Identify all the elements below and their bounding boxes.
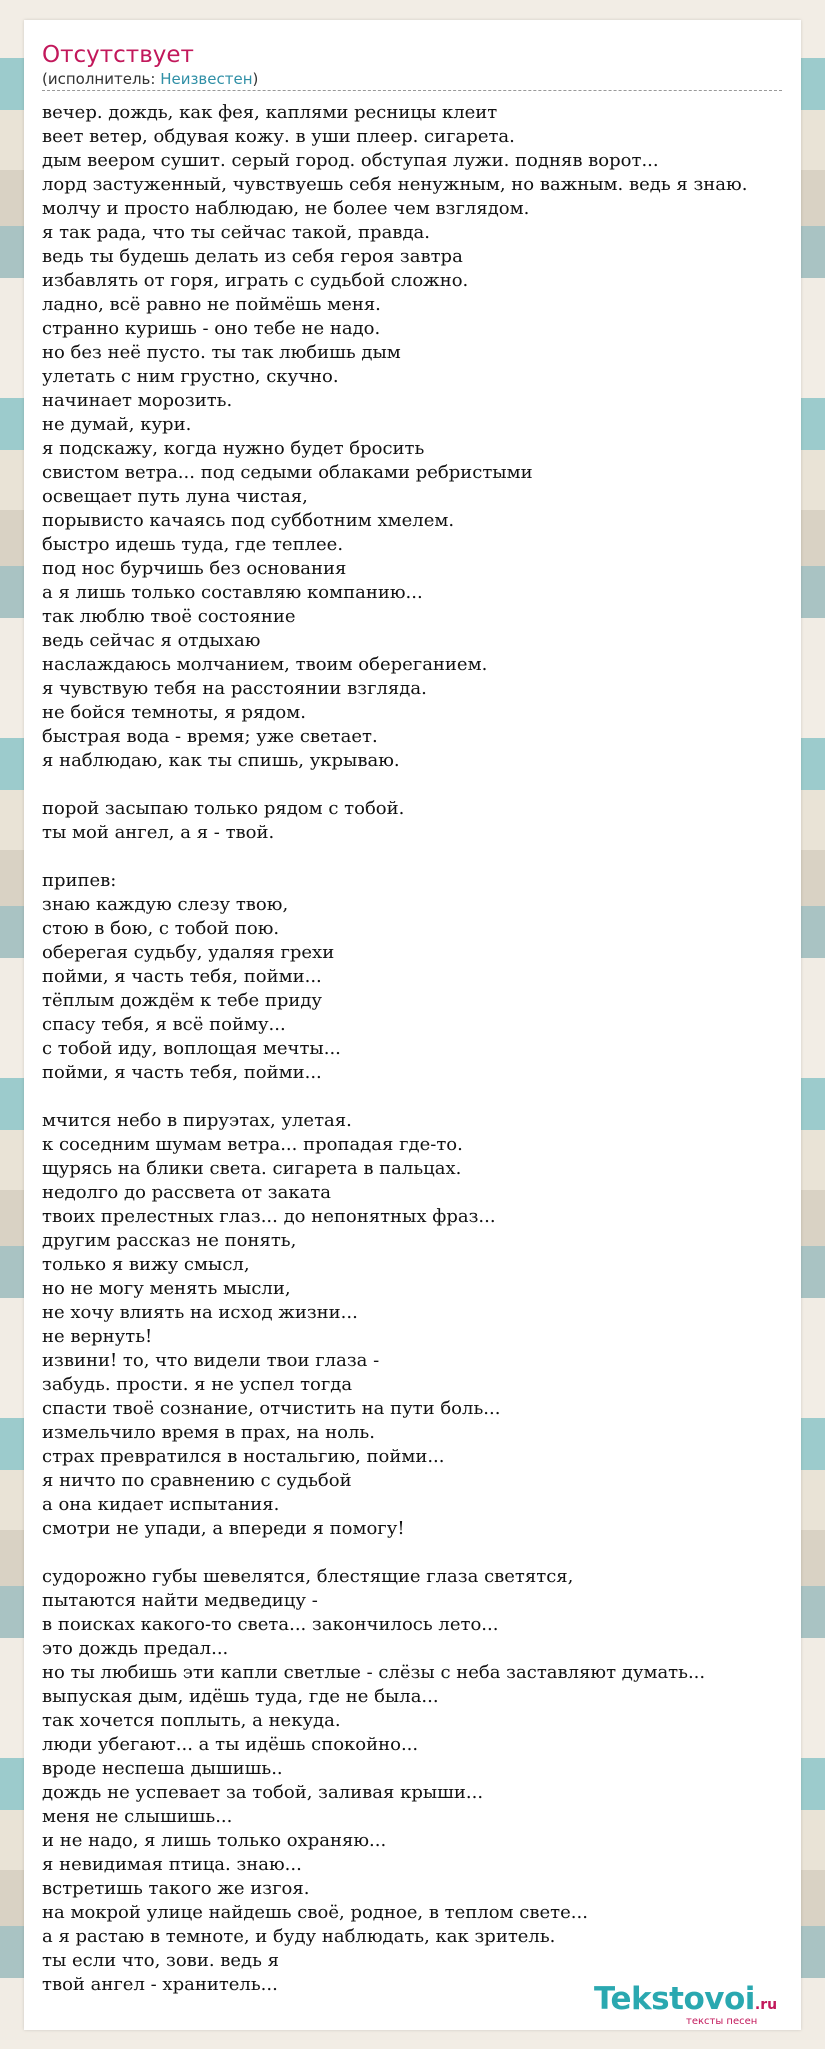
lyric-line: я невидимая птица. знаю... xyxy=(42,1854,302,1875)
lyric-line: я чувствую тебя на расстоянии взгляда. xyxy=(42,678,427,699)
lyric-line: ведь ты будешь делать из себя героя завтра xyxy=(42,246,463,267)
lyric-line: освещает путь луна чистая, xyxy=(42,486,308,507)
lyric-line: ладно, всё равно не поймёшь меня. xyxy=(42,294,381,315)
lyric-line: но ты любишь эти капли светлые - слёзы с неба заставляют думать... xyxy=(42,1662,706,1683)
lyric-line: твоих прелестных глаз... до непонятных фраз... xyxy=(42,1206,496,1227)
lyric-line: странно куришь - оно тебе не надо. xyxy=(42,318,381,339)
lyric-line: спасти твоё сознание, отчистить на пути боль... xyxy=(42,1398,501,1419)
lyric-line: ты если что, зови. ведь я xyxy=(42,1950,280,1971)
lyric-line: встретишь такого же изгоя. xyxy=(42,1878,310,1899)
lyric-line: свистом ветра... под седыми облаками ребристыми xyxy=(42,462,533,483)
lyric-line: начинает морозить. xyxy=(42,390,233,411)
lyric-line: я ничто по сравнению с судьбой xyxy=(42,1470,352,1491)
lyric-line: мчится небо в пируэтах, улетая. xyxy=(42,1110,352,1131)
lyric-line: улетать с ним грустно, скучно. xyxy=(42,366,339,387)
lyric-line: а она кидает испытания. xyxy=(42,1494,280,1515)
lyric-line: но не могу менять мысли, xyxy=(42,1278,291,1299)
logo-brand: Tekstovoi xyxy=(594,1981,755,2017)
lyric-line: пойми, я часть тебя, пойми... xyxy=(42,966,322,987)
lyric-line: стою в бою, с тобой пою. xyxy=(42,918,280,939)
lyric-line: судорожно губы шевелятся, блестящие глаза светятся, xyxy=(42,1566,574,1587)
lyric-line: забудь. прости. я не успел тогда xyxy=(42,1374,353,1395)
lyric-line: и не надо, я лишь только охраняю... xyxy=(42,1830,387,1851)
lyric-line: щурясь на блики света. сигарета в пальцах. xyxy=(42,1158,462,1179)
lyric-line: пытаются найти медведицу - xyxy=(42,1590,318,1611)
lyric-line: под нос бурчишь без основания xyxy=(42,558,347,579)
logo-tld: .ru xyxy=(754,1997,778,2013)
lyric-line: в поисках какого-то света... закончилось лето... xyxy=(42,1614,499,1635)
site-logo[interactable] xyxy=(594,1981,804,2027)
lyric-line: извини! то, что видели твои глаза - xyxy=(42,1350,380,1371)
lyric-line: припев: xyxy=(42,870,117,891)
stanza-break xyxy=(42,773,822,797)
lyric-line: твой ангел - хранитель... xyxy=(42,1974,278,1995)
stanza-break xyxy=(42,1541,822,1565)
lyric-line: смотри не упади, а впереди я помогу! xyxy=(42,1518,405,1539)
lyric-line: спасу тебя, я всё пойму... xyxy=(42,1014,286,1035)
lyric-line: так люблю твоё состояние xyxy=(42,606,296,627)
lyric-line: измельчило время в прах, на ноль. xyxy=(42,1422,375,1443)
lyric-line: порывисто качаясь под субботним хмелем. xyxy=(42,510,455,531)
lyric-line: страх превратился в ностальгию, пойми... xyxy=(42,1446,445,1467)
lyric-line: пойми, я часть тебя, пойми... xyxy=(42,1062,322,1083)
lyric-line: но без неё пусто. ты так любишь дым xyxy=(42,342,401,363)
lyric-line: это дождь предал... xyxy=(42,1638,229,1659)
lyric-line: дождь не успевает за тобой, заливая крыши... xyxy=(42,1782,484,1803)
lyric-line: быстро идешь туда, где теплее. xyxy=(42,534,344,555)
lyric-line: не вернуть! xyxy=(42,1326,153,1347)
song-title: Отсутствует xyxy=(42,42,194,68)
lyric-line: тёплым дождём к тебе приду xyxy=(42,990,323,1011)
lyric-line: меня не слышишь... xyxy=(42,1806,233,1827)
lyric-line: так хочется поплыть, а некуда. xyxy=(42,1710,341,1731)
stanza-break xyxy=(42,845,822,869)
lyric-line: знаю каждую слезу твою, xyxy=(42,894,289,915)
lyrics-text xyxy=(42,101,822,1997)
performer-line xyxy=(42,68,258,90)
lyric-line: ведь сейчас я отдыхаю xyxy=(42,630,261,651)
title-divider xyxy=(42,90,782,91)
lyric-line: другим рассказ не понять, xyxy=(42,1230,297,1251)
logo-tagline: тексты песен xyxy=(686,2016,758,2027)
lyric-line: недолго до рассвета от заката xyxy=(42,1182,331,1203)
lyric-line: вроде неспеша дышишь.. xyxy=(42,1758,283,1779)
performer-prefix: (исполнитель: xyxy=(42,70,161,88)
artist-link[interactable]: Неизвестен xyxy=(160,70,253,88)
stanza-break xyxy=(42,1085,822,1109)
lyric-line: с тобой иду, воплощая мечты... xyxy=(42,1038,341,1059)
lyric-line: не бойся темноты, я рядом. xyxy=(42,702,306,723)
lyric-line: избавлять от горя, играть с судьбой сложно. xyxy=(42,270,469,291)
lyric-line: на мокрой улице найдешь своё, родное, в теплом свете... xyxy=(42,1902,588,1923)
lyric-line: лорд застуженный, чувствуешь себя ненужным, но важным. ведь я знаю. xyxy=(42,174,748,195)
lyric-line: не думай, кури. xyxy=(42,414,192,435)
lyric-line: веет ветер, обдувая кожу. в уши плеер. сигарета. xyxy=(42,126,515,147)
lyric-line: а я лишь только составляю компанию... xyxy=(42,582,423,603)
lyric-line: к соседним шумам ветра... пропадая где-то. xyxy=(42,1134,463,1155)
lyric-line: я подскажу, когда нужно будет бросить xyxy=(42,438,425,459)
performer-suffix: ) xyxy=(252,70,259,88)
lyric-line: выпуская дым, идёшь туда, где не была... xyxy=(42,1686,439,1707)
lyric-line: оберегая судьбу, удаляя грехи xyxy=(42,942,335,963)
lyric-line: не хочу влиять на исход жизни... xyxy=(42,1302,358,1323)
lyric-line: быстрая вода - время; уже светает. xyxy=(42,726,378,747)
lyric-line: я так рада, что ты сейчас такой, правда. xyxy=(42,222,430,243)
lyric-line: я наблюдаю, как ты спишь, укрываю. xyxy=(42,750,400,771)
lyric-line: ты мой ангел, а я - твой. xyxy=(42,822,275,843)
lyric-line: люди убегают... а ты идёшь спокойно... xyxy=(42,1734,419,1755)
lyric-line: наслаждаюсь молчанием, твоим обереганием. xyxy=(42,654,488,675)
lyric-line: молчу и просто наблюдаю, не более чем взглядом. xyxy=(42,198,530,219)
lyric-line: только я вижу смысл, xyxy=(42,1254,250,1275)
lyric-line: порой засыпаю только рядом с тобой. xyxy=(42,798,405,819)
lyric-line: вечер. дождь, как фея, каплями ресницы клеит xyxy=(42,102,498,123)
lyric-line: а я растаю в темноте, и буду наблюдать, как зритель. xyxy=(42,1926,556,1947)
lyric-line: дым веером сушит. серый город. обступая лужи. подняв ворот... xyxy=(42,150,659,171)
